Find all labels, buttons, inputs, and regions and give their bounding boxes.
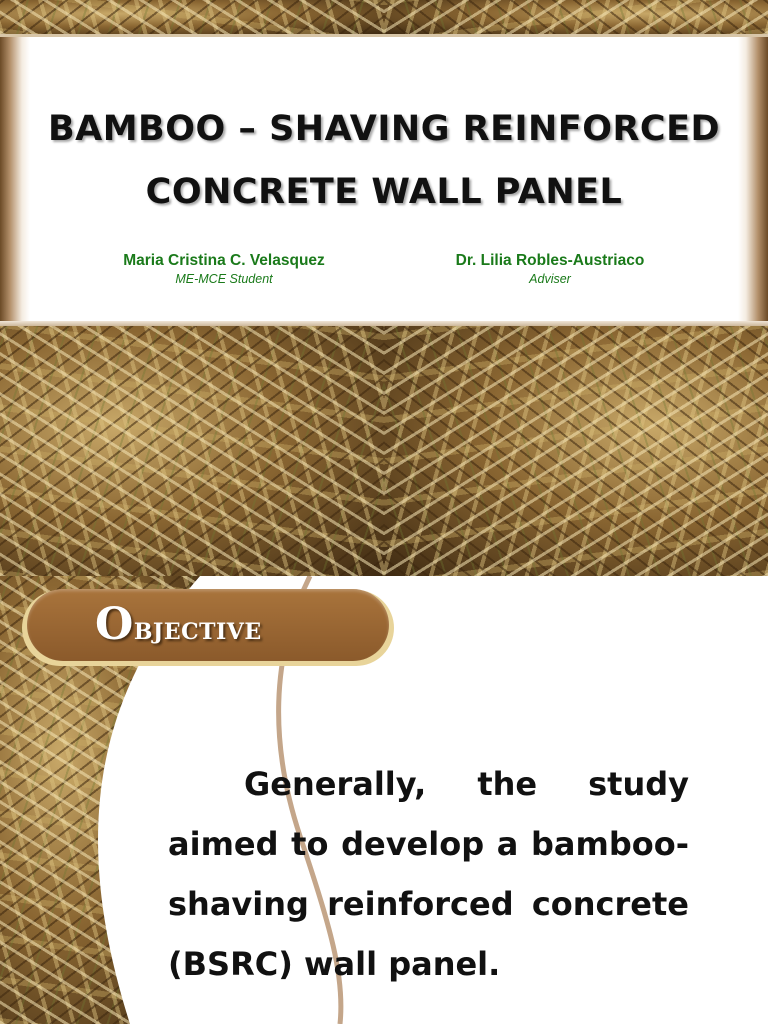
author-name: Dr. Lilia Robles-Austriaco [455,252,645,269]
author-name: Maria Cristina C. Velasquez [123,252,325,269]
slide-title: BAMBOO – SHAVING REINFORCED CONCRETE WALL PANEL [47,109,721,212]
objective-heading: Objective [95,599,262,650]
objective-heading-pill [27,589,389,661]
objective-slide [0,576,768,1024]
author-student [80,252,368,288]
author-adviser [420,252,680,288]
bamboo-shavings-photo-top [0,0,768,34]
bamboo-shavings-photo-bottom [0,326,768,576]
author-role: ME-MCE Student [175,272,273,286]
objective-text: Generally, the study aimed to develop a bamboo-shaving reinforced concrete (BSRC) wall panel. [168,765,689,983]
author-role: Adviser [529,272,571,286]
